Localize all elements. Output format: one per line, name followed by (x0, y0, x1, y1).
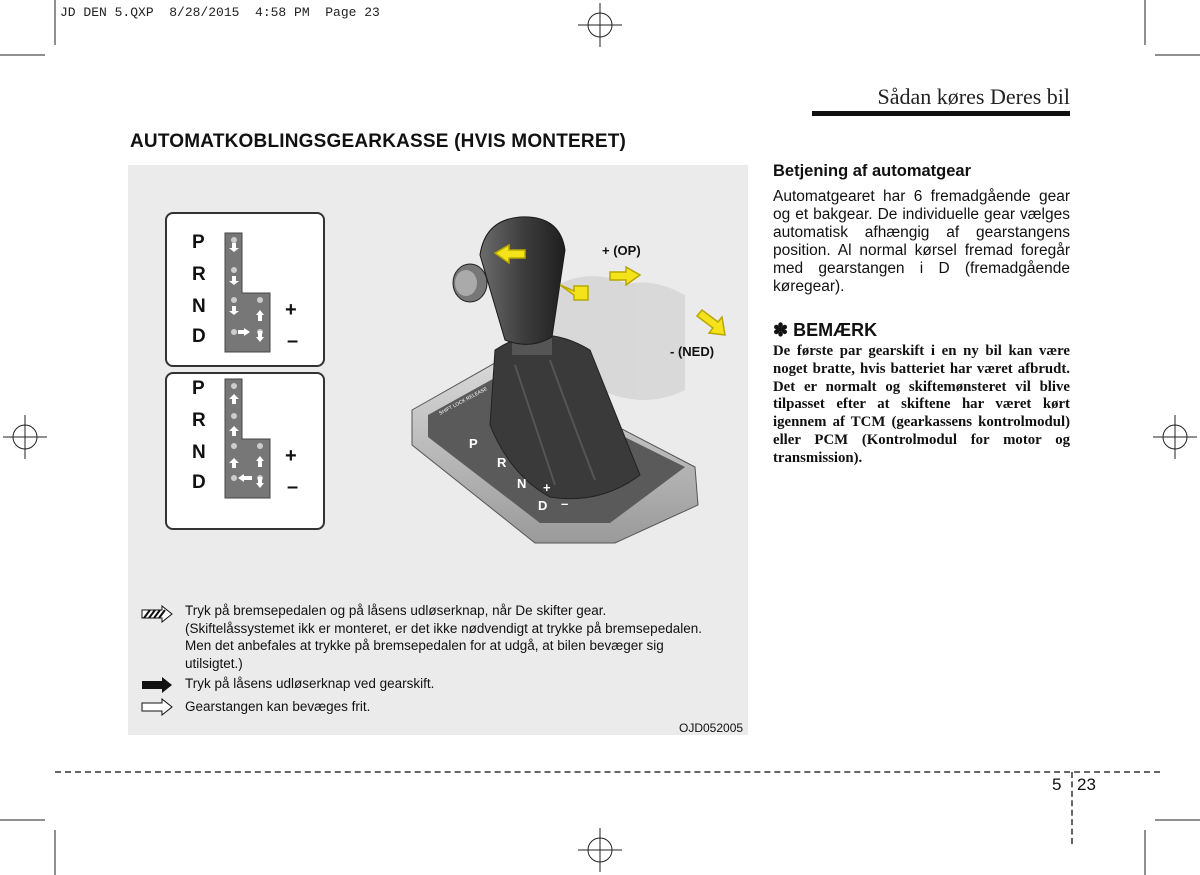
operation-body: Automatgearet har 6 fremadgående gear og et bakgear. De individuelle gear vælges automatisk afhængig af gearstangens position. Al normal kørsel fremad foregår med gearstangen i D (fremadgående køregear). (773, 188, 1070, 295)
gate-letter: N (192, 296, 206, 317)
note-heading: ✽ BEMÆRK (773, 320, 878, 340)
gate-plus: + (285, 299, 297, 321)
hatched-arrow-icon (140, 605, 174, 623)
footer-rule (55, 771, 1160, 773)
chapter-number: 5 (1052, 775, 1062, 794)
figure-code: OJD052005 (679, 721, 744, 735)
gate-letter: R (192, 410, 206, 431)
plate-letter: – (561, 496, 569, 511)
gate-letter: N (192, 442, 206, 463)
plate-letter: + (543, 480, 551, 495)
solid-arrow-icon (140, 676, 174, 694)
legend-line: utilsigtet.) (185, 655, 243, 671)
operation-heading: Betjening af automatgear (773, 162, 972, 180)
right-column (773, 162, 1070, 468)
shift-lock-label: SHIFT LOCK RELEASE (438, 386, 489, 417)
gate-letter: P (192, 378, 205, 399)
gate-letter: R (192, 264, 206, 285)
legend-line: Tryk på bremsepedalen og på låsens udløserknap, når De skifter gear. (185, 603, 607, 618)
plate-letter: D (538, 498, 548, 513)
gate-slot-graphic (220, 376, 280, 504)
gate-letter: D (192, 326, 206, 347)
gate-letter: D (192, 472, 206, 493)
note-body: De første par gearskift i en ny bil kan være noget bratte, hvis batteriet har været afbrudt. Det er normalt og skiftemønsteret vil blive tilpasset efter at skiftene har været kørt igennem af TCM (gearkassens kontrolmodul) eller PCM (Kontrolmodul for motor og transmission). (773, 343, 1070, 466)
page-number-separator (1071, 772, 1073, 844)
plate-letter: R (497, 455, 507, 470)
outline-arrow-icon (140, 698, 174, 716)
gate-plus: + (285, 445, 297, 467)
legend-line: (Skiftelåssystemet ikk er monteret, er det ikke nødvendigt at trykke på bremsepedalen. (185, 620, 702, 636)
running-head: Sådan køres Deres bil (877, 84, 1070, 109)
gate-minus: – (287, 476, 299, 498)
up-label: + (OP) (602, 243, 641, 258)
plate-letter: N (517, 476, 527, 491)
legend-line: Tryk på låsens udløserknap ved gearskift. (185, 676, 435, 691)
header-rule (812, 111, 1070, 116)
gate-slot-graphic (220, 230, 280, 358)
plate-letter: P (469, 436, 478, 451)
gear-shifter-illustration (400, 205, 740, 550)
gate-letter: P (192, 232, 205, 253)
legend-line: Gearstangen kan bevæges frit. (185, 699, 371, 714)
gate-minus: – (287, 330, 299, 352)
section-title: AUTOMATKOBLINGSGEARKASSE (HVIS MONTERET) (130, 131, 627, 152)
page-number: 23 (1077, 775, 1096, 794)
print-slug: JD DEN 5.QXP 8/28/2015 4:58 PM Page 23 (60, 5, 380, 20)
legend-line: Men det anbefales at trykke på bremsepedalen for at udgå, at bilen bevæger sig (185, 638, 664, 653)
down-label: - (NED) (670, 344, 715, 359)
